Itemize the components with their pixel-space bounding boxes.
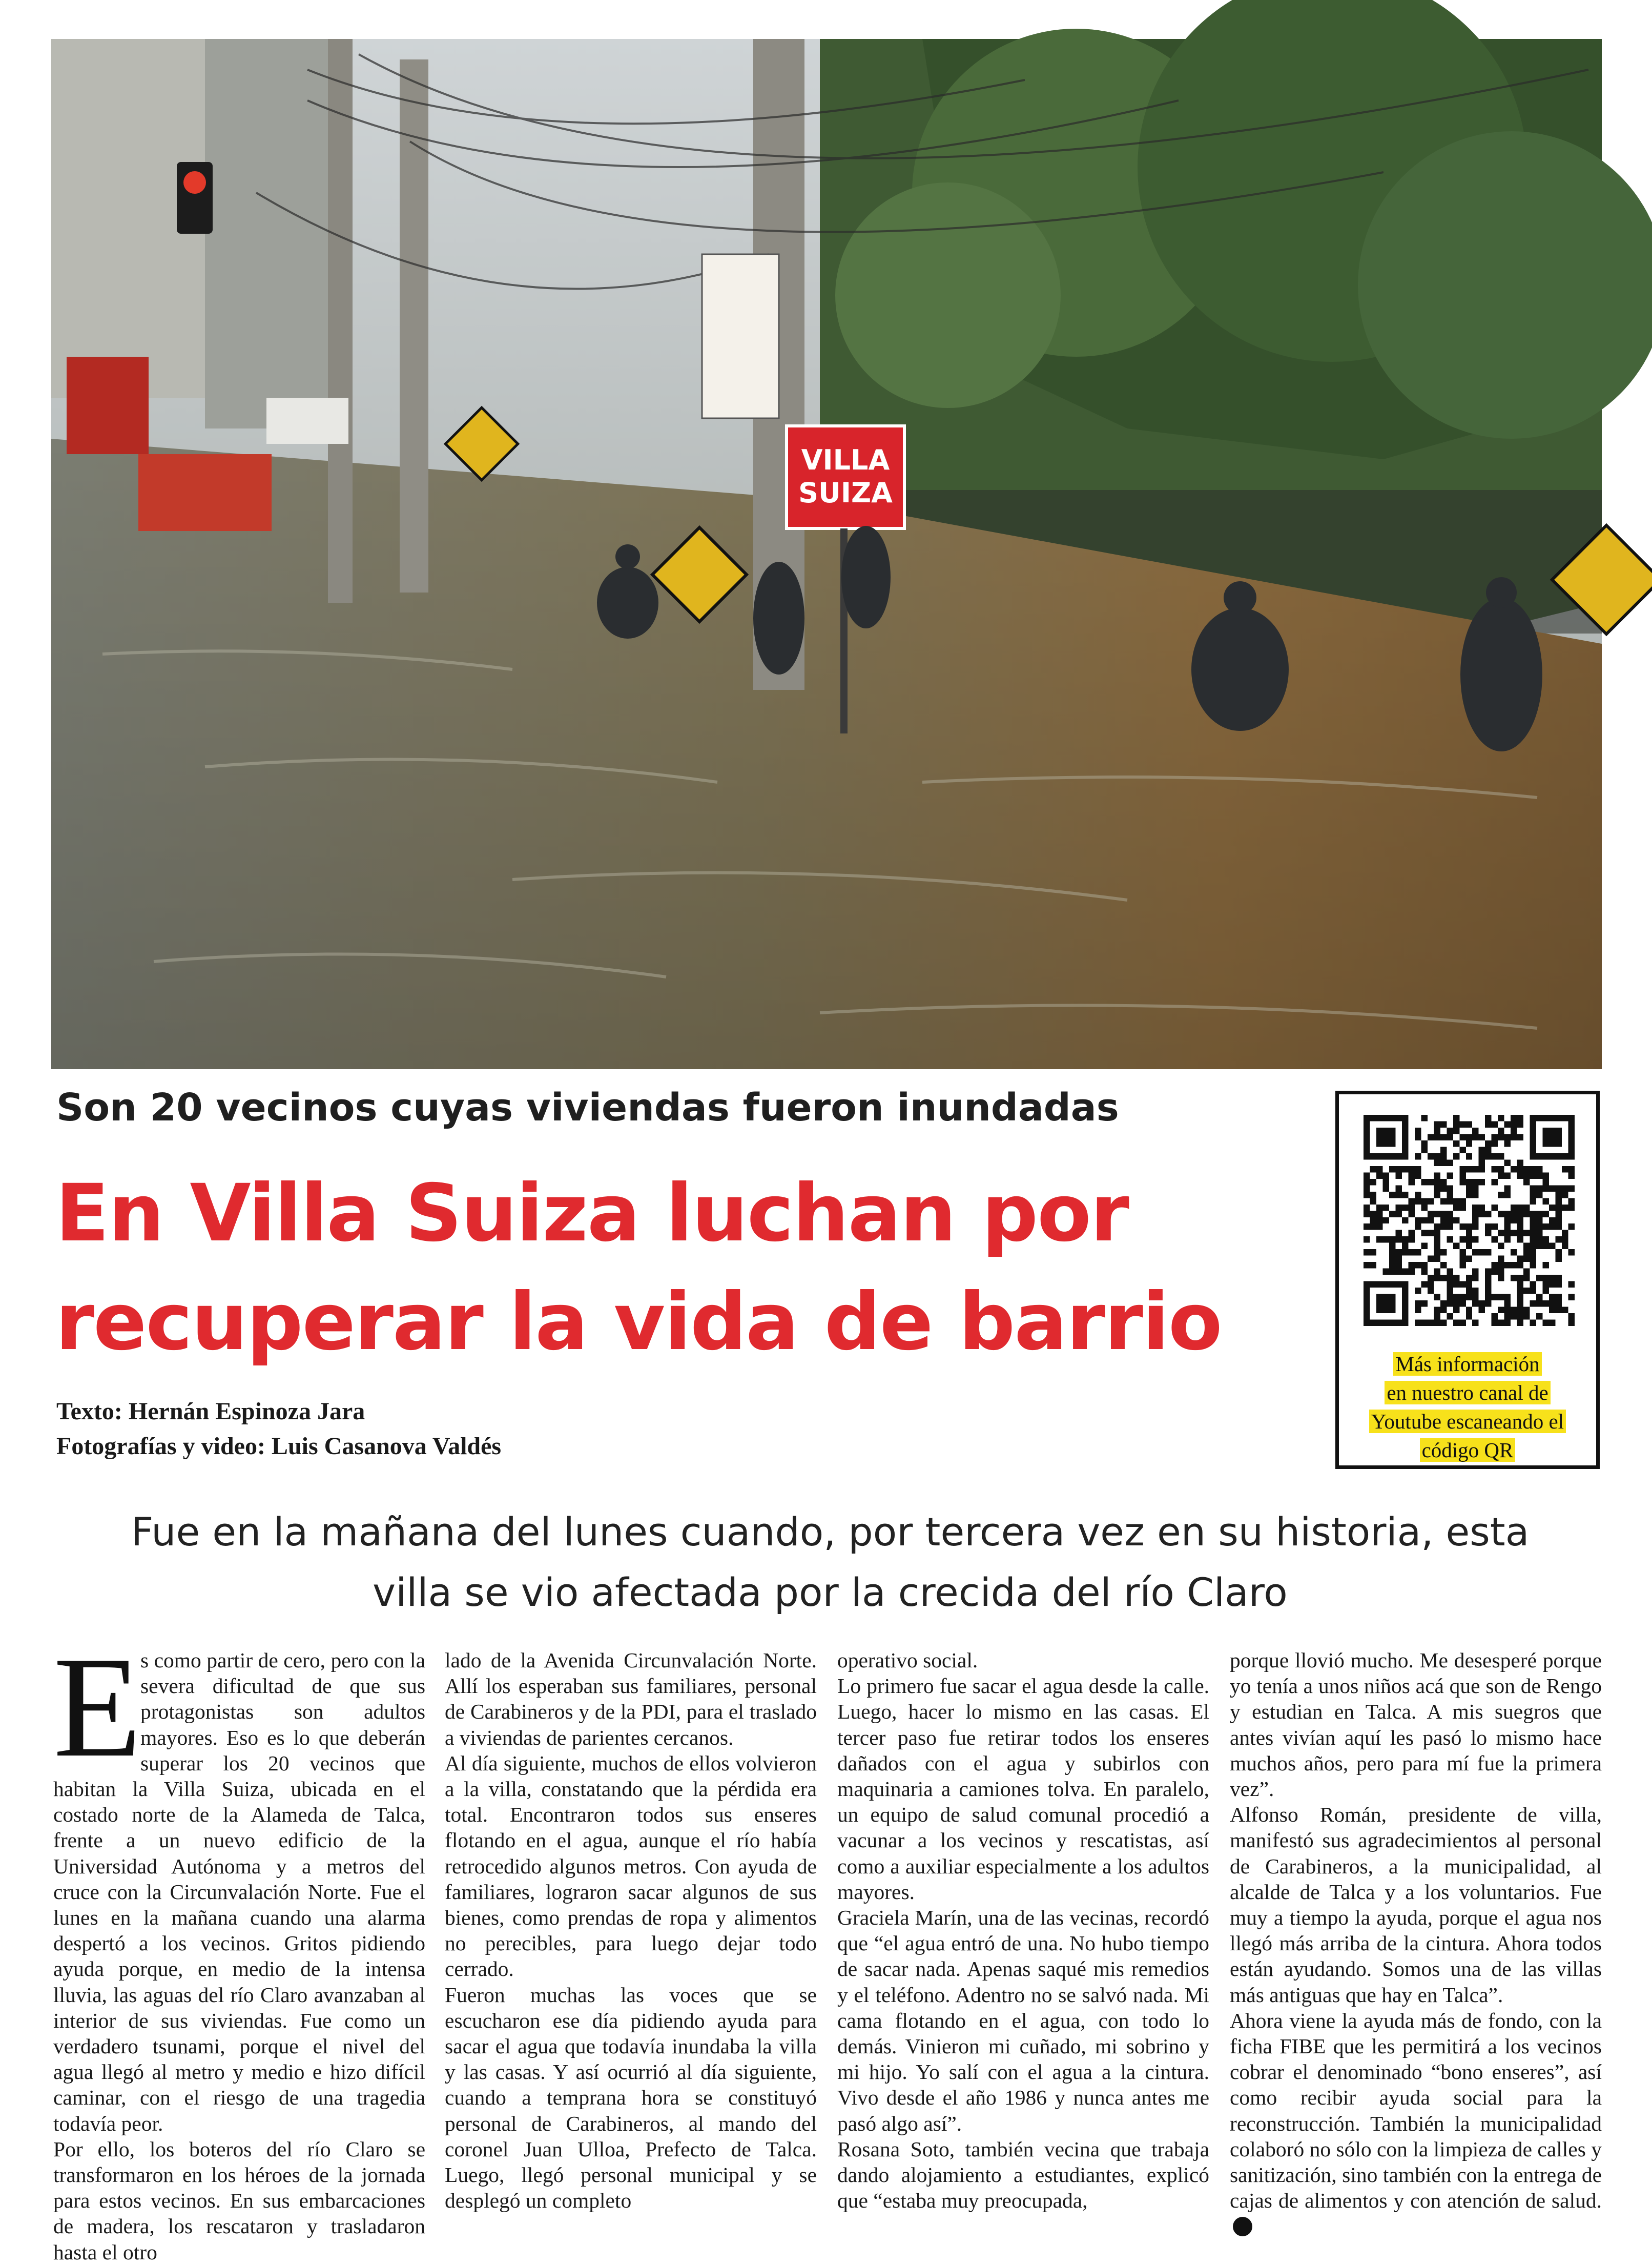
- qr-caption-line-1: Más información: [1393, 1352, 1541, 1376]
- villa-suiza-sign: VILLA SUIZA: [798, 444, 893, 509]
- end-mark-icon: [1233, 2217, 1252, 2236]
- headline-line-2: recuperar la vida de barrio: [55, 1276, 1222, 1368]
- deck-line-2: villa se vio afectada por la crecida del río Claro: [373, 1569, 1288, 1615]
- paragraph: lado de la Avenida Circunvalación Norte. Allí los esperaban sus familiares, personal de Carabineros y de la PDI, para el traslado a viviendas de parientes cercanos.: [445, 1648, 817, 1749]
- body-column-3: [837, 1647, 1209, 2247]
- qr-code-icon[interactable]: [1364, 1115, 1575, 1326]
- paragraph: s como partir de cero, pero con la severa dificultad de que sus protagonistas son adultos mayores. Eso es lo que deberán superar los 20 vecinos que habitan la Villa Suiza, ubicada en el costado norte de la Alameda de Talca, frente a un nuevo edificio de la Universidad Autónoma y a metros del cruce con la Circunvalación Norte. Fue el lunes en la mañana cuando una alarma despertó a los vecinos. Gritos pidiendo ayuda porque, en medio de la intensa lluvia, las aguas del río Claro avanzaban al interior de sus viviendas. Fue como un verdadero tsunami, porque el nivel del agua llegó al metro y medio e hizo difícil caminar, con el riesgo de una tragedia todavía peor.: [53, 1648, 425, 2135]
- body-column-2: [445, 1647, 817, 2247]
- paragraph: Lo primero fue sacar el agua desde la calle. Luego, hacer lo mismo en las casas. El tercer paso fue retirar todos los enseres dañados con el agua y subirlos con maquinaria a camiones tolva. En paralelo, un equipo de salud comunal procedió a vacunar a los vecinos y rescatistas, así como a auxiliar especialmente a los adultos mayores.: [837, 1674, 1209, 1904]
- flooded-street-photo-icon: [51, 39, 1602, 1069]
- dropcap: E: [53, 1627, 142, 1787]
- qr-caption-line-4: código QR: [1420, 1438, 1516, 1462]
- paragraph: Ahora viene la ayuda más de fondo, con la ficha FIBE que les permitirá a los vecinos cobrar el denominado “bono enseres”, así como recibir ayuda social para la reconstrucción. También la municipalidad colaboró no sólo con la limpieza de calles y sanitización, sino también con la entrega de cajas de alimentos y con atención de salud.: [1230, 2008, 1602, 2213]
- paragraph: Por ello, los boteros del río Claro se transformaron en los héroes de la jornada para estos vecinos. En sus embarcaciones de madera, los rescataron y trasladaron hasta el otro: [53, 2137, 425, 2264]
- paragraph: operativo social.: [837, 1648, 978, 1672]
- kicker: Son 20 vecinos cuyas viviendas fueron inundadas: [56, 1086, 1119, 1130]
- paragraph: Fueron muchas las voces que se escucharon ese día pidiendo ayuda para sacar el agua que todavía inundaba la villa y las casas. Y así ocurrió al día siguiente, cuando a temprana hora se constituyó personal de Carabineros, al mando del coronel Juan Ulloa, Prefecto de Talca. Luego, llegó personal municipal y se desplegó un completo: [445, 1983, 817, 2213]
- body-column-1: [53, 1627, 425, 2264]
- body-column-4: [1230, 1647, 1602, 2247]
- deck-line-1: Fue en la mañana del lunes cuando, por tercera vez en su historia, esta: [131, 1509, 1530, 1555]
- deck: [56, 1502, 1604, 1623]
- paragraph: Rosana Soto, también vecina que trabaja dando alojamiento a estudiantes, explicó que “estaba muy preocupada,: [837, 2137, 1209, 2213]
- paragraph: porque llovió mucho. Me desesperé porque yo tenía a unos niños acá que son de Rengo y estudian en Talca. A mis suegros que antes vivían aquí les pasó lo mismo hace muchos años, pero para mí fue la primera vez”.: [1230, 1648, 1602, 1801]
- flood-photo: [51, 39, 1602, 1069]
- headline: [55, 1159, 1357, 1377]
- paragraph: Al día siguiente, muchos de ellos volvieron a la villa, constatando que la pérdida era total. Encontraron todos sus enseres flotando en el agua, aunque el río había retrocedido algunos metros. Con ayuda de familiares, lograron sacar algunos de sus bienes, como prendas de ropa y alimentos no perecibles, para luego dejar todo cerrado.: [445, 1751, 817, 1981]
- paragraph: Alfonso Román, presidente de villa, manifestó sus agradecimientos al personal de Carabineros, a la municipalidad, al alcalde de Talca y a los voluntarios. Fue muy a tiempo la ayuda, porque el agua nos llegó más arriba de la cintura. Ahora todos están ayudando. Somos una de las villas más antiguas que hay en Talca”.: [1230, 1803, 1602, 2007]
- credit-text: Texto: Hernán Espinoza Jara: [56, 1398, 365, 1425]
- qr-caption-line-3: Youtube escaneando el: [1369, 1410, 1566, 1433]
- qr-box: [1335, 1091, 1600, 1469]
- credit-photo: Fotografías y video: Luis Casanova Valdés: [56, 1433, 502, 1460]
- qr-caption-line-2: en nuestro canal de: [1385, 1381, 1550, 1404]
- paragraph: Graciela Marín, una de las vecinas, recordó que “el agua entró de una. No hubo tiempo de sacar nada. Apenas saqué mis remedios y el teléfono. Adentro no se salvó nada. Mi cama flotando en el agua, con todo lo demás. Vinieron mi cuñado, mi sobrino y mi hijo. Yo salí con el agua a la cintura. Vivo desde el año 1986 y nunca antes me pasó algo así”.: [837, 1906, 1209, 2135]
- headline-line-1: En Villa Suiza luchan por: [55, 1168, 1128, 1259]
- credits: [56, 1394, 825, 1464]
- qr-caption: [1349, 1350, 1586, 1464]
